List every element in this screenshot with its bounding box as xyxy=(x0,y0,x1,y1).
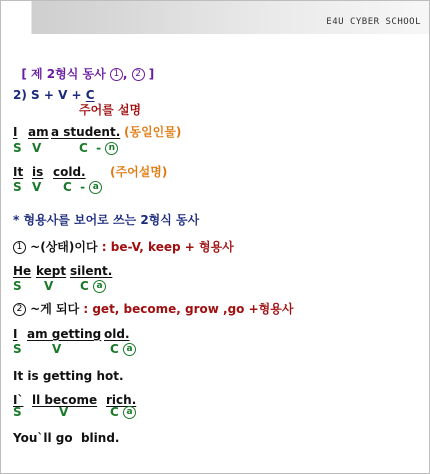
rule2-verbs: : get, become, grow ,go +형용사 xyxy=(79,302,294,316)
ex2-v-label: V xyxy=(32,180,42,194)
ex6-v-label: V xyxy=(59,405,69,419)
ex1-note: (동일인물) xyxy=(124,125,182,139)
ex6-s-label: S xyxy=(13,405,22,419)
ex4-verb: am getting xyxy=(27,327,102,341)
rule1-verbs: : be-V, keep + 형용사 xyxy=(97,240,234,254)
ex4-adj-mark: a xyxy=(123,343,136,356)
ex6-c-label xyxy=(110,405,136,419)
rule1-number-circle: 1 xyxy=(13,241,26,254)
rule1-text: ~(상태)이다 xyxy=(26,240,98,254)
ex5-sentence: It is getting hot. xyxy=(13,369,124,383)
lesson-title xyxy=(13,53,154,81)
ex1-subject: I xyxy=(13,125,18,139)
ex6-adj-mark: a xyxy=(123,406,136,419)
pattern-c: C xyxy=(85,88,95,102)
ex1-noun-mark: n xyxy=(105,142,118,155)
ex4-s-label: S xyxy=(13,342,22,356)
ex3-v-label: V xyxy=(44,279,54,293)
title-open: [ 제 2형식 동사 xyxy=(21,67,110,81)
ex6-verb: ll become xyxy=(32,393,98,407)
ex4-subject: I xyxy=(13,327,18,341)
header-left-block xyxy=(1,1,31,34)
section-heading: * 형용사를 보어로 쓰는 2형식 동사 xyxy=(13,213,200,227)
ex1-s-label: S xyxy=(13,141,22,155)
ex1-complement: a student. xyxy=(51,125,121,139)
ex1-verb: am xyxy=(28,125,49,139)
ex7-sentence: You`ll go blind. xyxy=(13,431,120,445)
school-name: E4U CYBER SCHOOL xyxy=(326,17,421,27)
ex6-subject: I` xyxy=(13,393,24,407)
ex3-adj-mark: a xyxy=(93,280,106,293)
number-one-circle: 1 xyxy=(110,68,123,81)
title-close: ] xyxy=(144,67,155,81)
rule2-text: ~게 되다 xyxy=(26,302,80,316)
ex2-c-label xyxy=(63,180,102,194)
title-sep: , xyxy=(122,67,132,81)
ex2-verb: is xyxy=(32,165,44,179)
ex2-complement: cold. xyxy=(53,165,86,179)
ex3-c-text: C xyxy=(80,279,89,293)
ex4-c-text: C xyxy=(110,342,119,356)
ex4-complement: old. xyxy=(104,327,130,341)
ex3-verb: kept xyxy=(36,264,67,278)
ex2-note: (주어설명) xyxy=(110,165,168,179)
ex1-v-label: V xyxy=(32,141,42,155)
ex4-c-label xyxy=(110,342,136,356)
pattern-formula xyxy=(13,88,95,102)
ex1-c-text: C - xyxy=(79,141,102,155)
ex2-subject: It xyxy=(13,165,24,179)
ex2-s-label: S xyxy=(13,180,22,194)
ex2-c-text: C - xyxy=(63,180,86,194)
rule1-line xyxy=(13,240,234,254)
rule2-line xyxy=(13,302,293,316)
pattern-prefix: 2) S + V + xyxy=(13,88,86,102)
ex6-c-text: C xyxy=(110,405,119,419)
header-bar xyxy=(1,1,429,34)
ex3-s-label: S xyxy=(13,279,22,293)
ex3-c-label xyxy=(80,279,106,293)
ex1-c-label xyxy=(79,141,118,155)
ex6-complement: rich. xyxy=(106,393,137,407)
ex3-complement: silent. xyxy=(70,264,113,278)
number-two-circle: 2 xyxy=(132,68,145,81)
rule2-number-circle: 2 xyxy=(13,303,26,316)
pattern-note: 주어를 설명 xyxy=(79,103,142,117)
ex3-subject: He xyxy=(13,264,32,278)
ex4-v-label: V xyxy=(52,342,62,356)
ex2-adj-mark: a xyxy=(89,181,102,194)
